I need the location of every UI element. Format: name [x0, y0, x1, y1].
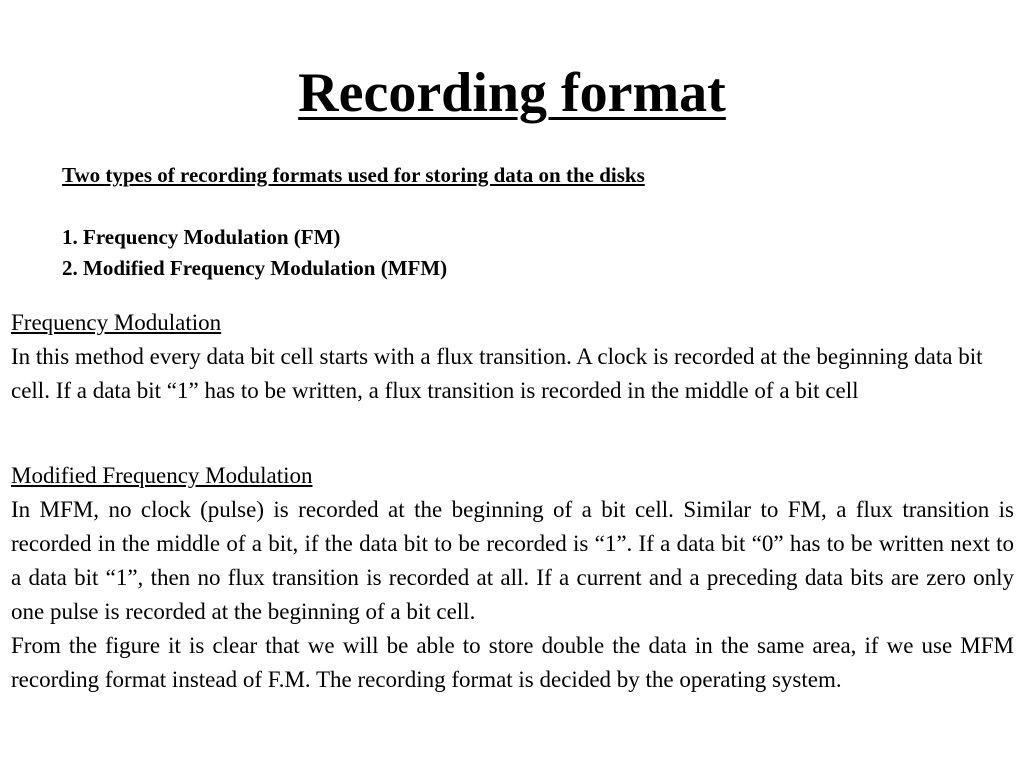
- mfm-heading: Modified Frequency Modulation: [11, 463, 313, 488]
- slide-title-text: Recording format: [298, 62, 726, 124]
- mfm-body: In MFM, no clock (pulse) is recorded at the beginning of a bit cell. Similar to FM, a flux transition is recorded in the middle of a bit, if the data bit to be recorded is “1”. If a data bit “0” has to be written next to a data bit “1”, then no flux transition is recorded at all. If a current and a preceding data bits are zero only one pulse is recorded at the beginning of a bit cell.: [11, 497, 1014, 624]
- list-item-mfm: 2. Modified Frequency Modulation (MFM): [62, 256, 448, 280]
- slide-title: [0, 58, 1024, 128]
- fm-section: [11, 306, 1014, 408]
- intro-subhead: Two types of recording formats used for storing data on the disks: [62, 163, 645, 187]
- mfm-section: [11, 459, 1014, 697]
- list-item-fm: 1. Frequency Modulation (FM): [62, 225, 341, 249]
- intro-block: [62, 160, 962, 284]
- fm-body: In this method every data bit cell starts with a flux transition. A clock is recorded at the beginning data bit cell. If a data bit “1” has to be written, a flux transition is recorded in the middle of a bit cell: [11, 344, 983, 403]
- mfm-conclusion: From the figure it is clear that we will be able to store double the data in the same area, if we use MFM recording format instead of F.M. The recording format is decided by the operating system.: [11, 633, 1014, 692]
- fm-heading: Frequency Modulation: [11, 310, 222, 335]
